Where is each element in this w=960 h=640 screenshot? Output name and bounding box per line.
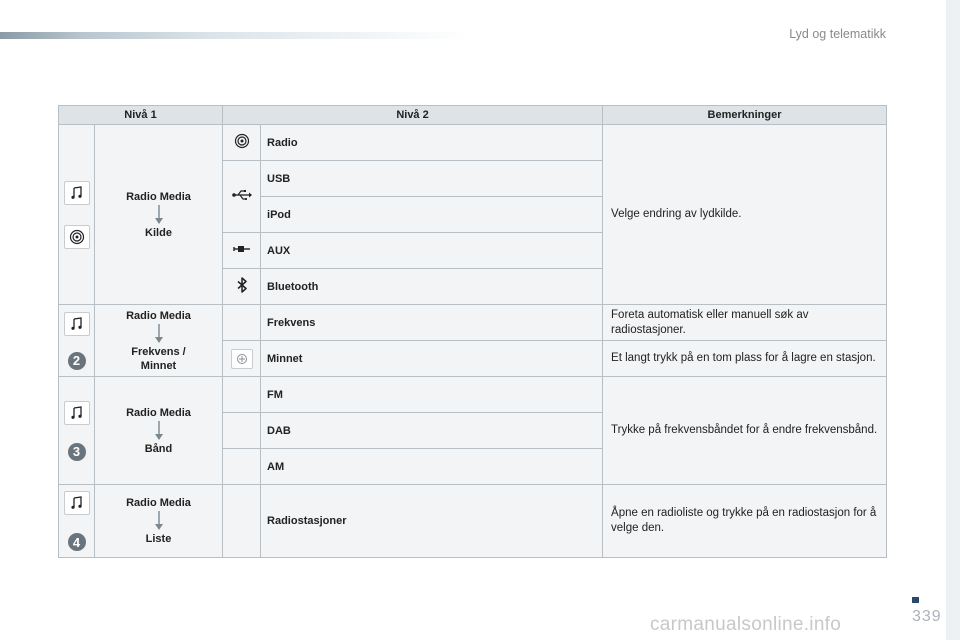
level2-usb: USB [261, 161, 603, 197]
level2-radio: Radio [261, 125, 603, 161]
level1-top-label: Radio Media [126, 497, 191, 509]
music-note-icon [64, 491, 90, 515]
arrow-down-icon [154, 511, 164, 531]
remark-liste: Åpne en radioliste og trykke på en radiostasjon for å velge den. [603, 485, 887, 558]
level1-top-label: Radio Media [126, 406, 191, 419]
level1-bottom-label: Frekvens / Minnet [131, 345, 186, 372]
music-note-icon [64, 401, 90, 425]
step-number-badge: 4 [68, 533, 86, 551]
level2-icon-empty [223, 377, 261, 413]
arrow-down-icon [154, 421, 164, 441]
level2-radiostasjoner: Radiostasjoner [261, 485, 603, 558]
group1-level1 [95, 125, 223, 305]
navigation-table [58, 105, 887, 558]
page-number: 339 [912, 608, 942, 625]
group2-icons [59, 305, 95, 377]
arrow-down-icon [154, 324, 164, 344]
header-remarks: Bemerkninger [603, 106, 887, 125]
usb-icon [223, 161, 261, 233]
aux-icon [223, 233, 261, 269]
level1-bottom-label: Bånd [144, 442, 173, 455]
remark-frekvens: Foreta automatisk eller manuell søk av radiostasjoner. [603, 305, 887, 341]
level1-bottom-label: Liste [145, 533, 172, 545]
group4-icons [59, 485, 95, 558]
footer-marker [912, 597, 919, 603]
remark-band: Trykke på frekvensbåndet for å endre frekvensbånd. [603, 377, 887, 485]
level2-aux: AUX [261, 233, 603, 269]
level1-top-label: Radio Media [126, 309, 191, 322]
table-row [59, 485, 887, 558]
remark-minnet: Et langt trykk på en tom plass for å lagre en stasjon. [603, 341, 887, 377]
group4-level1 [95, 485, 223, 558]
group3-level1 [95, 377, 223, 485]
step-number-badge: 2 [68, 352, 86, 370]
table-row [59, 305, 887, 341]
level2-am: AM [261, 449, 603, 485]
side-margin-strip [946, 0, 960, 640]
radio-icon [223, 125, 261, 161]
level2-bluetooth: Bluetooth [261, 269, 603, 305]
arrow-down-icon [154, 205, 164, 225]
level2-icon-empty [223, 413, 261, 449]
level2-ipod: iPod [261, 197, 603, 233]
radio-source-icon [64, 225, 90, 249]
table-row [59, 377, 887, 413]
level2-frekvens: Frekvens [261, 305, 603, 341]
memory-cell [223, 341, 261, 377]
level2-minnet: Minnet [261, 341, 603, 377]
level2-icon-empty [223, 449, 261, 485]
music-note-icon [64, 312, 90, 336]
group3-icons [59, 377, 95, 485]
level1-top-label: Radio Media [126, 190, 191, 203]
level1-bottom-label: Kilde [145, 226, 172, 239]
memory-icon [231, 349, 253, 369]
remark-source: Velge endring av lydkilde. [603, 125, 887, 305]
header-accent-bar [0, 32, 470, 39]
level2-icon-empty [223, 485, 261, 558]
header-level1: Nivå 1 [59, 106, 223, 125]
header-level2: Nivå 2 [223, 106, 603, 125]
group2-level1 [95, 305, 223, 377]
level2-icon-empty [223, 305, 261, 341]
music-note-icon [64, 181, 90, 205]
table-row [59, 125, 887, 161]
bluetooth-icon [223, 269, 261, 305]
group1-icons [59, 125, 95, 305]
watermark-text: carmanualsonline.info [650, 614, 842, 635]
table-header-row [59, 106, 887, 125]
level2-fm: FM [261, 377, 603, 413]
step-number-badge: 3 [68, 443, 86, 461]
page-header-title: Lyd og telematikk [789, 27, 886, 41]
level2-dab: DAB [261, 413, 603, 449]
